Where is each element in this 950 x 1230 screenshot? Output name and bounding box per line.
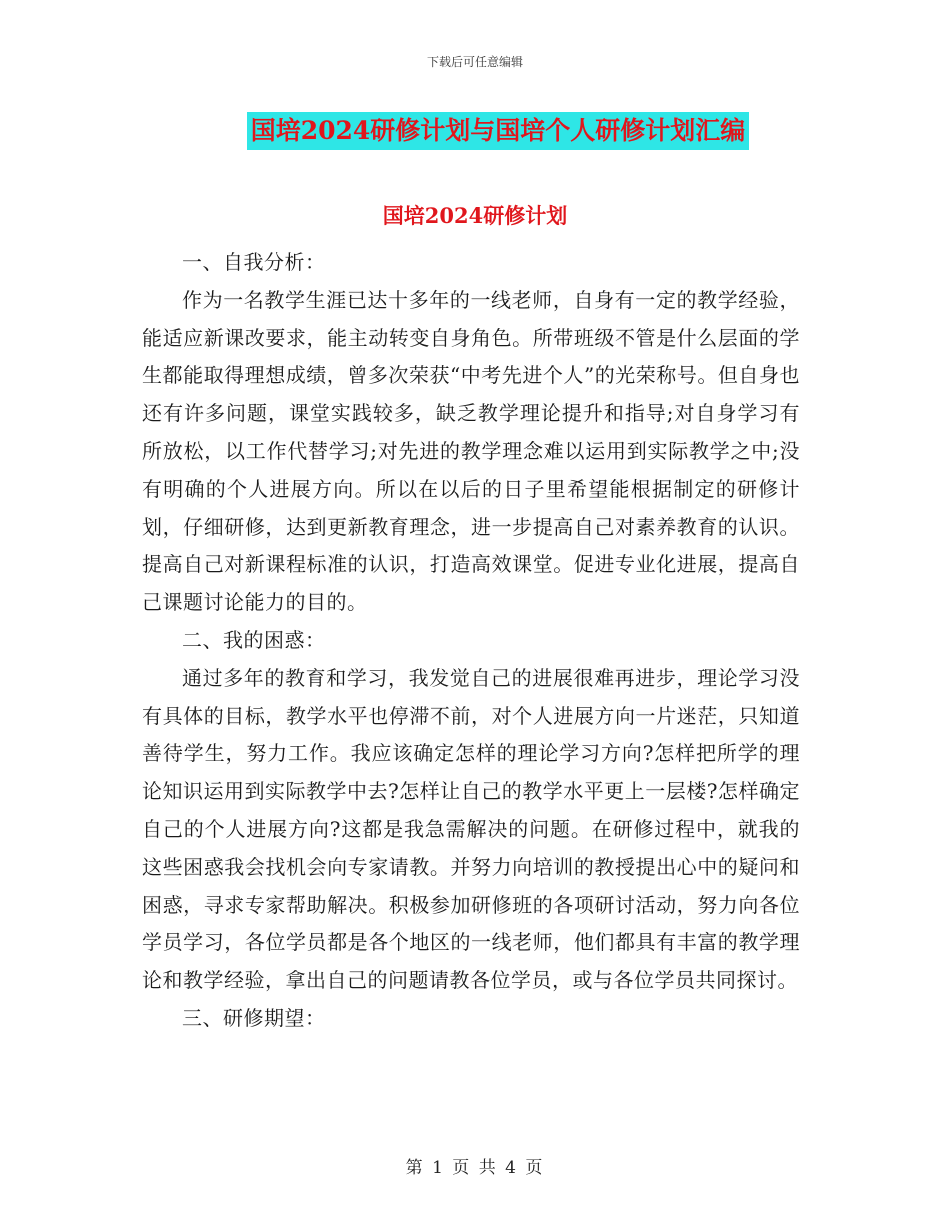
document-body [142,244,800,1038]
section-title: 国培2024研修计划 [382,203,568,228]
main-title: 国培2024研修计划与国培个人研修计划汇编 [247,112,750,150]
heading-self-analysis: 一、自我分析： [182,250,326,274]
page-number: 第 1 页 共 4 页 [405,1158,545,1178]
main-title-wrap [0,112,950,150]
paragraph-self-analysis: 作为一名教学生涯已达十多年的一线老师，自身有一定的教学经验，能适应新课改要求，能主动转变自身角色。所带班级不管是什么层面的学生都能取得理想成绩，曾多次荣获“中考先进个人”的光荣称号。但自身也还有许多问题，课堂实践较多，缺乏教学理论提升和指导;对自身学习有所放松，以工作代替学习;对先进的教学理念难以运用到实际教学之中;没有明确的个人进展方向。所以在以后的日子里希望能根据制定的研修计划，仔细研修，达到更新教育理念，进一步提高自己对素养教育的认识。提高自己对新课程标准的认识，打造高效课堂。促进专业化进展，提高自己课题讨论能力的目的。 [142,287,800,615]
header-note: 下载后可任意编辑 [426,55,523,69]
heading-confusion: 二、我的困惑： [182,627,326,652]
paragraph-confusion: 通过多年的教育和学习，我发觉自己的进展很难再进步，理论学习没有具体的目标，教学水平也停滞不前，对个人进展方向一片迷茫，只知道善待学生，努力工作。我应该确定怎样的理论学习方向?怎样把所学的理论知识运用到实际教学中去?怎样让自己的教学水平更上一层楼?怎样确定自己的个人进展方向?这都是我急需解决的问题。在研修过程中，就我的这些困惑我会找机会向专家请教。并努力向培训的教授提出心中的疑问和困惑，寻求专家帮助解决。积极参加研修班的各项研讨活动，努力向各位学员学习，各位学员都是各个地区的一线老师，他们都具有丰富的教学理论和教学经验，拿出自己的问题请教各位学员，或与各位学员共同探讨。 [142,665,800,993]
heading-expectation: 三、研修期望： [182,1005,326,1030]
